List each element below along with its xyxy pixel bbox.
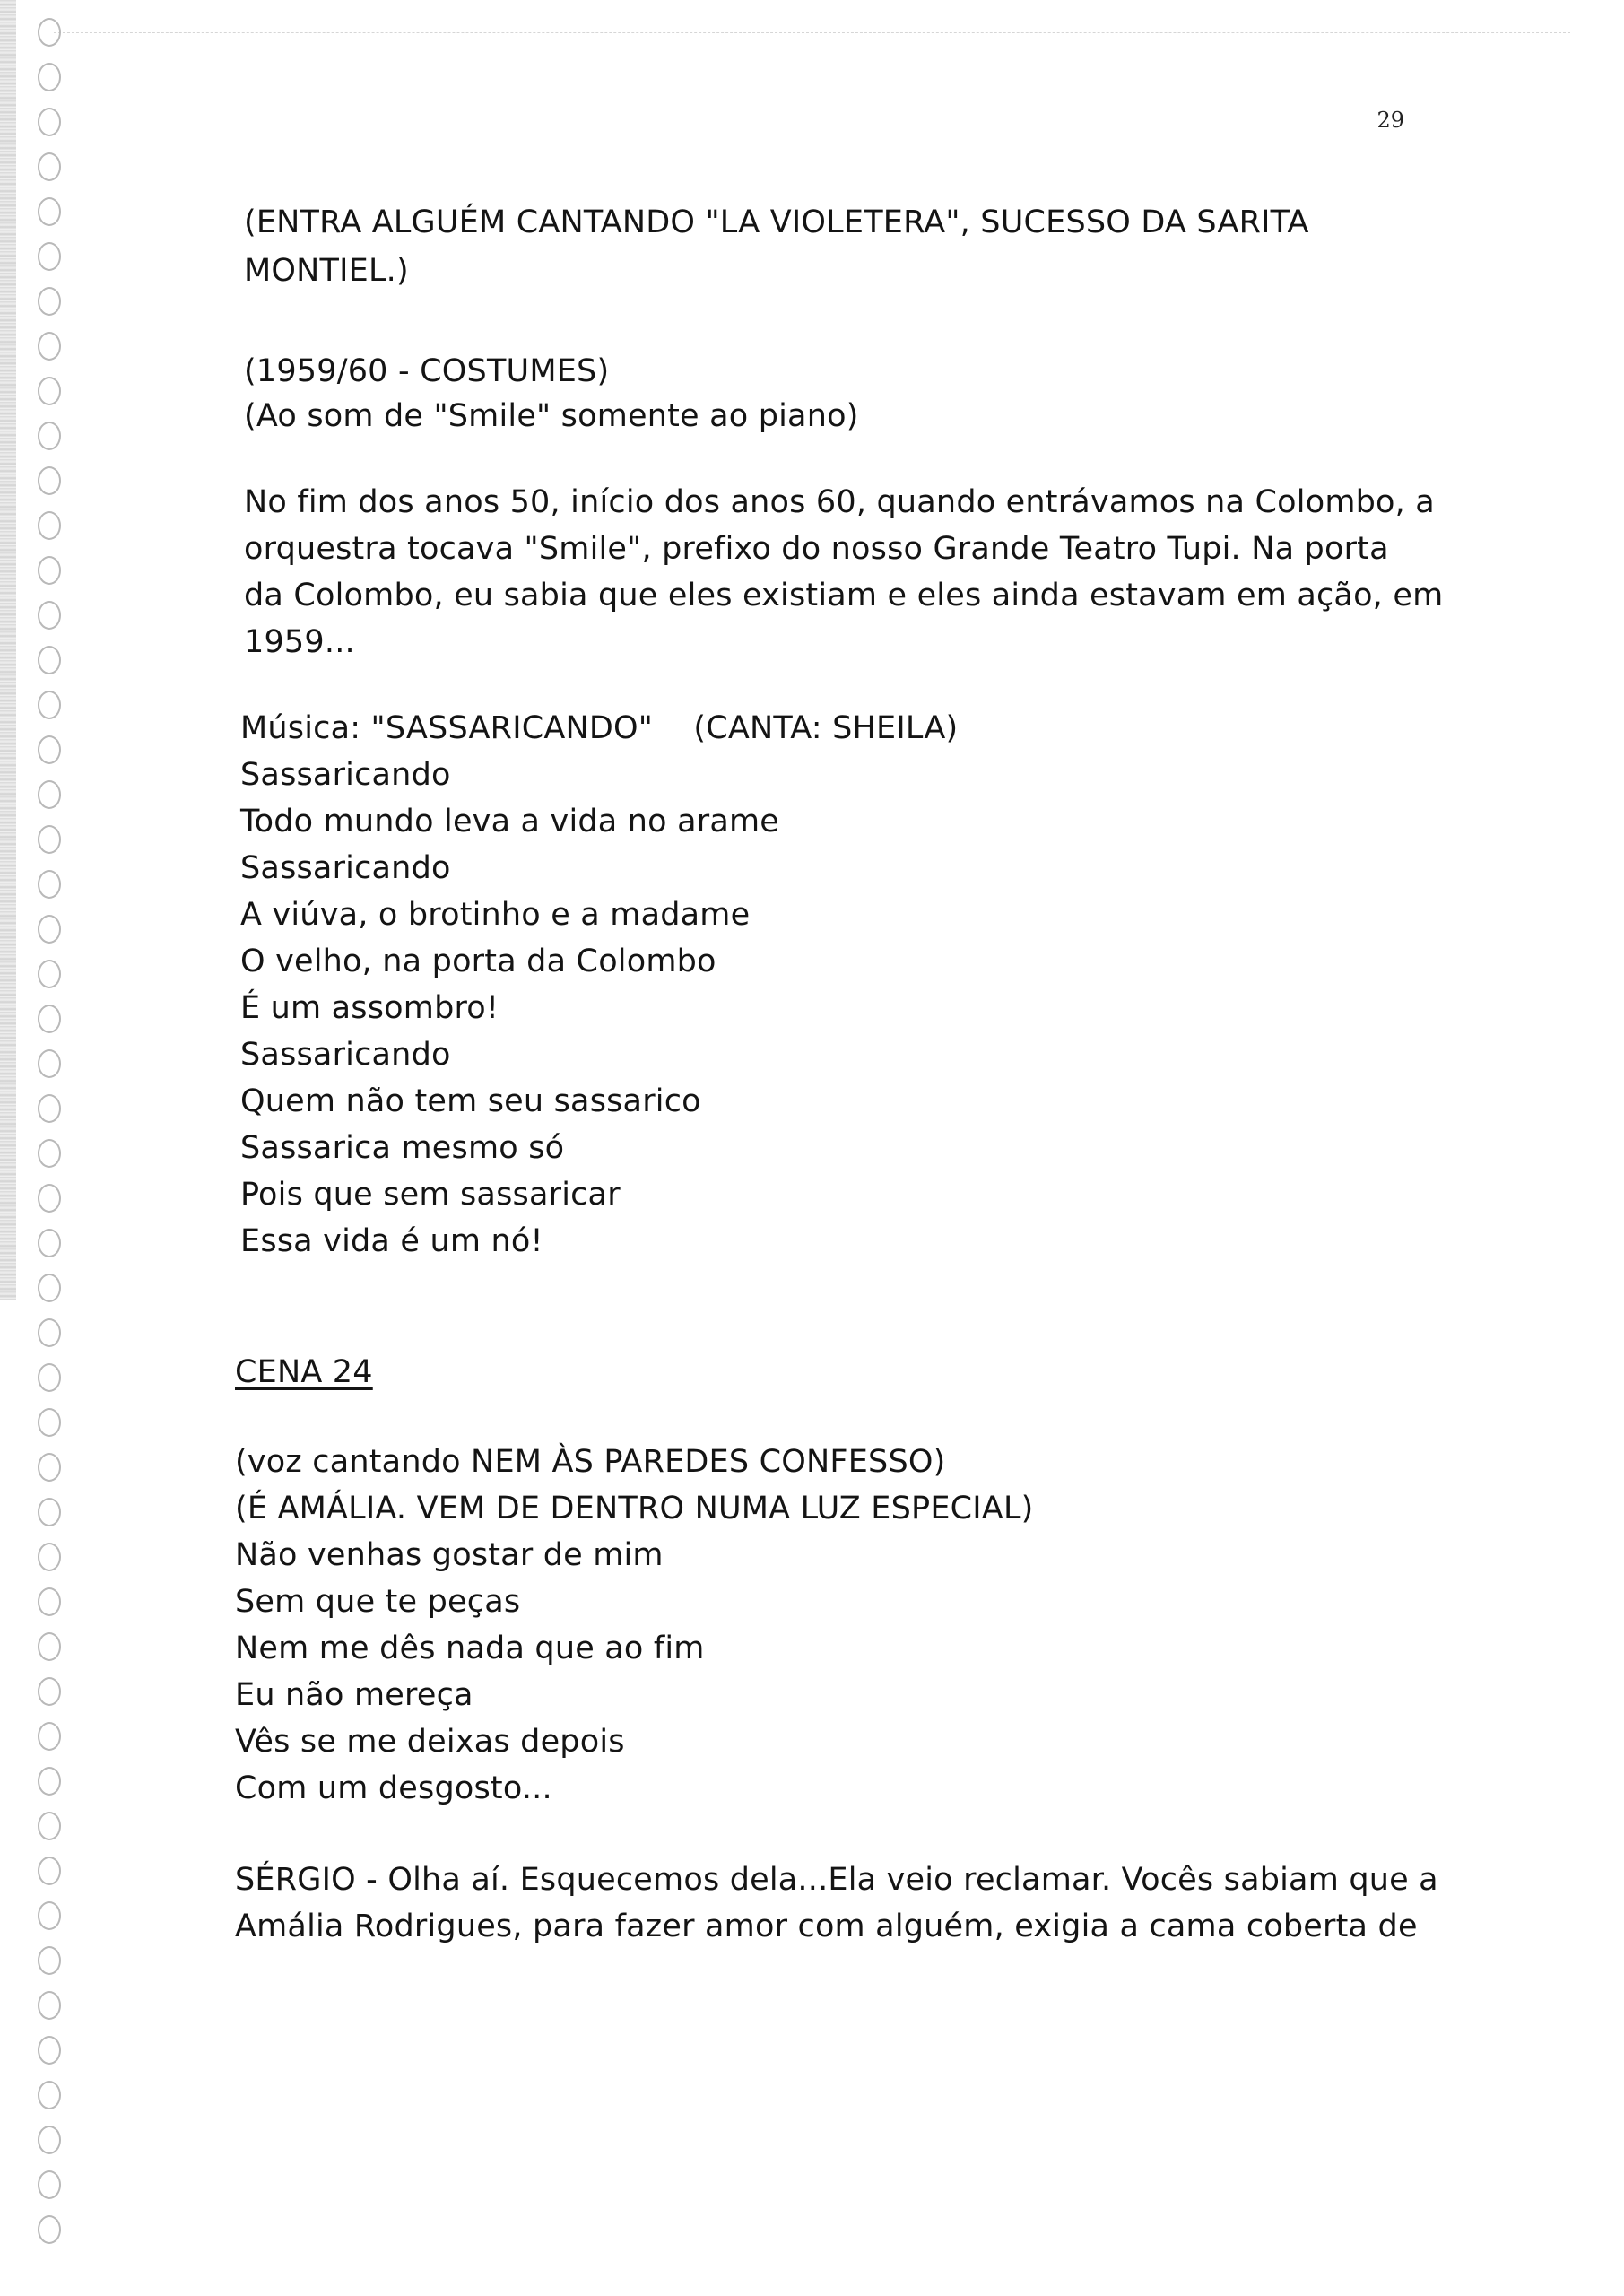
lyric-line: Sem que te peças — [235, 1584, 521, 1620]
lyric-line: A viúva, o brotinho e a madame — [240, 897, 751, 933]
binding-ring — [38, 735, 61, 764]
binding-ring — [38, 960, 61, 988]
binding-ring — [38, 466, 61, 495]
page-number: 29 — [1376, 108, 1404, 133]
binding-ring — [38, 1453, 61, 1482]
dialogue-line: SÉRGIO - Olha aí. Esquecemos dela...Ela veio reclamar. Vocês sabiam que a — [235, 1862, 1438, 1898]
binding-ring — [38, 1004, 61, 1033]
stage-direction: (voz cantando NEM ÀS PAREDES CONFESSO) — [235, 1444, 946, 1480]
lyric-line: Vês se me deixas depois — [235, 1724, 625, 1760]
binding-ring — [38, 1408, 61, 1437]
stage-direction: (1959/60 - COSTUMES) — [244, 353, 610, 389]
binding-ring — [38, 1049, 61, 1078]
binding-ring — [38, 1812, 61, 1840]
binding-ring — [38, 1767, 61, 1796]
lyric-line: Eu não mereça — [235, 1677, 473, 1713]
narration-line: da Colombo, eu sabia que eles existiam e eles ainda estavam em ação, em — [244, 578, 1444, 613]
binding-ring — [38, 1901, 61, 1930]
binding-ring — [38, 1094, 61, 1123]
binding-ring — [38, 1587, 61, 1616]
binding-ring — [38, 1677, 61, 1706]
binding-ring — [38, 2081, 61, 2109]
stage-direction: (ENTRA ALGUÉM CANTANDO "LA VIOLETERA", SUCESSO DA SARITA — [244, 204, 1309, 240]
lyric-line: Sassaricando — [240, 757, 451, 793]
lyric-line: Essa vida é um nó! — [240, 1223, 543, 1259]
lyric-line: Quem não tem seu sassarico — [240, 1083, 701, 1119]
binding-ring — [38, 915, 61, 944]
lyric-line: Nem me dês nada que ao fim — [235, 1631, 705, 1666]
binding-ring — [38, 646, 61, 674]
binding-ring — [38, 691, 61, 719]
binding-ring — [38, 2170, 61, 2199]
binding-ring — [38, 601, 61, 630]
binding-ring — [38, 556, 61, 585]
binding-ring — [38, 825, 61, 854]
lyric-line: Sassaricando — [240, 850, 451, 886]
narration-line: orquestra tocava "Smile", prefixo do nosso Grande Teatro Tupi. Na porta — [244, 531, 1389, 567]
binding-ring — [38, 1543, 61, 1571]
binding-ring — [38, 108, 61, 136]
binding-shadow — [0, 0, 16, 1300]
binding-ring — [38, 1991, 61, 2020]
scan-top-edge — [54, 32, 1570, 33]
narration-line: No fim dos anos 50, início dos anos 60, quando entrávamos na Colombo, a — [244, 484, 1435, 520]
binding-ring — [38, 422, 61, 450]
lyric-line: Sassaricando — [240, 1037, 451, 1073]
stage-direction: (É AMÁLIA. VEM DE DENTRO NUMA LUZ ESPECIAL) — [235, 1491, 1034, 1526]
lyric-line: É um assombro! — [240, 990, 499, 1026]
lyric-line: Com um desgosto... — [235, 1770, 552, 1806]
stage-direction: (Ao som de "Smile" somente ao piano) — [244, 398, 859, 434]
binding-ring — [38, 332, 61, 361]
binding-ring — [38, 1184, 61, 1213]
binding-ring — [38, 1857, 61, 1885]
binding-ring — [38, 1318, 61, 1347]
lyric-line: Sassarica mesmo só — [240, 1130, 565, 1166]
binding-ring — [38, 242, 61, 271]
lyric-line: Pois que sem sassaricar — [240, 1177, 621, 1213]
binding-ring — [38, 1946, 61, 1975]
binding-ring — [38, 1498, 61, 1526]
binding-ring — [38, 63, 61, 91]
binding-ring — [38, 287, 61, 316]
binding-ring — [38, 1363, 61, 1392]
binding-ring — [38, 2126, 61, 2154]
binding-ring — [38, 1274, 61, 1302]
spiral-binding — [0, 0, 99, 2296]
scene-heading: CENA 24 — [235, 1354, 373, 1390]
binding-ring — [38, 152, 61, 181]
binding-ring — [38, 2036, 61, 2065]
binding-ring — [38, 18, 61, 47]
narration-line: 1959... — [244, 624, 355, 660]
binding-ring — [38, 511, 61, 540]
dialogue-line: Amália Rodrigues, para fazer amor com alguém, exigia a cama coberta de — [235, 1909, 1418, 1944]
binding-ring — [38, 1722, 61, 1751]
binding-ring — [38, 197, 61, 226]
song-heading: Música: "SASSARICANDO" (CANTA: SHEILA) — [240, 710, 959, 746]
lyric-line: Não venhas gostar de mim — [235, 1537, 664, 1573]
binding-ring — [38, 1632, 61, 1661]
binding-ring — [38, 870, 61, 899]
binding-ring — [38, 377, 61, 405]
stage-direction: MONTIEL.) — [244, 253, 409, 289]
binding-ring — [38, 1229, 61, 1257]
binding-ring — [38, 780, 61, 809]
binding-ring — [38, 2215, 61, 2244]
lyric-line: O velho, na porta da Colombo — [240, 944, 716, 979]
binding-ring — [38, 1139, 61, 1168]
lyric-line: Todo mundo leva a vida no arame — [240, 804, 779, 839]
